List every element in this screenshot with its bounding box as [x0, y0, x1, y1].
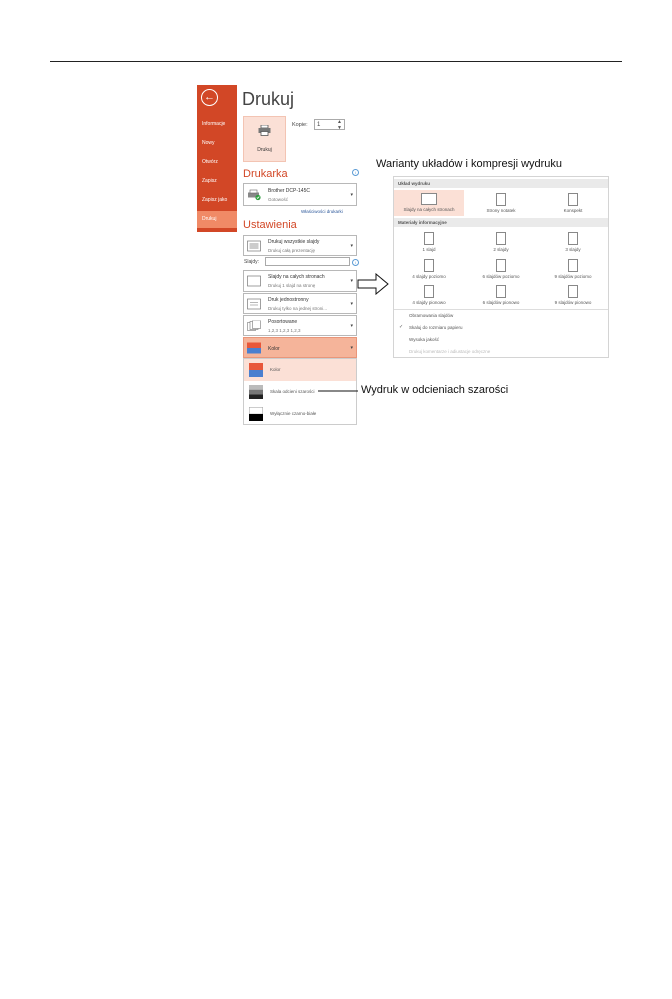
collate-sub: 1,2,3 1,2,3 1,2,3: [268, 328, 301, 333]
black-white-swatch-icon: [249, 407, 263, 421]
sides-main: Druk jednostronny: [268, 297, 309, 303]
chevron-down-icon: ▾: [350, 344, 353, 351]
full-page-slide-icon: [421, 193, 437, 205]
handout-6h-label: 6 slajdów poziomo: [482, 274, 520, 279]
sides-dropdown[interactable]: [243, 293, 357, 314]
menu-item-black-white[interactable]: [244, 403, 356, 425]
handout-4v-icon: [424, 285, 434, 298]
chevron-down-icon: ▾: [350, 242, 353, 249]
print-scope-main: Drukuj wszystkie slajdy: [268, 239, 320, 245]
printer-name: Brother DCP-145C: [268, 188, 310, 194]
layout-notes-pages[interactable]: [466, 193, 536, 213]
handout-6v-label: 6 slajdów pionowo: [482, 300, 520, 305]
handout-2-label: 2 slajdy: [493, 247, 509, 252]
option-high-quality[interactable]: Wysoka jakość: [409, 337, 439, 342]
handout-6h-icon: [496, 259, 506, 272]
chevron-down-icon: ▾: [350, 191, 353, 198]
info-icon[interactable]: i: [352, 169, 359, 176]
handout-9v[interactable]: [538, 285, 608, 305]
print-scope-sub: Drukuj całą prezentację: [268, 248, 316, 253]
option-print-comments: Drukuj komentarze i adiustacje odręczne: [409, 349, 491, 354]
print-button[interactable]: [243, 116, 286, 162]
handout-1[interactable]: [394, 232, 464, 252]
sidebar-item-print[interactable]: Drukuj: [197, 211, 237, 228]
layouts-annotation: Warianty układów i kompresji wydruku: [376, 158, 563, 170]
printer-dropdown[interactable]: [243, 183, 357, 206]
outline-page-icon: [568, 193, 578, 206]
handout-4h-icon: [424, 259, 434, 272]
panel-divider: [394, 309, 608, 310]
color-main: Kolor: [268, 346, 280, 352]
layout-main: Slajdy na całych stronach: [268, 274, 325, 280]
grayscale-callout-line: [318, 389, 358, 393]
handout-3-icon: [568, 232, 578, 245]
sidebar-item-open[interactable]: Otwórz: [202, 159, 218, 165]
grayscale-annotation: Wydruk w odcieniach szarości: [361, 384, 509, 396]
handout-1-icon: [424, 232, 434, 245]
print-layout-panel: [393, 176, 609, 358]
copies-value: 1: [317, 122, 321, 128]
handout-6v-icon: [496, 285, 506, 298]
sidebar-item-save-as[interactable]: Zapisz jako: [202, 197, 228, 203]
checkmark-icon: ✓: [399, 324, 404, 330]
printer-icon: [258, 125, 271, 136]
color-swatch-icon: [247, 342, 261, 353]
layout-sub: Drukuj 1 slajd na stronę: [268, 283, 316, 288]
spinner-arrows-icon[interactable]: ▲ ▼: [337, 119, 342, 131]
slides-stack-icon: [247, 240, 261, 251]
handout-9v-icon: [568, 285, 578, 298]
backstage-sidebar: [197, 85, 237, 232]
handout-2[interactable]: [466, 232, 536, 252]
chevron-down-icon: ▾: [350, 322, 353, 329]
handout-9v-label: 9 slajdów pionowo: [554, 300, 592, 305]
slides-label: Slajdy:: [244, 259, 260, 265]
menu-item-color[interactable]: [244, 359, 356, 381]
option-scale-to-paper[interactable]: Skaluj do rozmiaru papieru: [409, 325, 463, 330]
sidebar-item-save[interactable]: Zapisz: [202, 178, 217, 184]
printer-status: Gotowość: [268, 197, 289, 202]
full-page-slide-icon: [247, 276, 261, 287]
handout-3-label: 3 slajdy: [565, 247, 581, 252]
printer-ready-icon: [247, 189, 261, 200]
chevron-down-icon: ▾: [350, 278, 353, 284]
handout-9h[interactable]: [538, 259, 608, 279]
settings-heading: Ustawienia: [243, 219, 297, 231]
copies-input[interactable]: [314, 119, 345, 130]
menu-item-grayscale-label: Skala odcieni szarości: [270, 389, 315, 394]
option-slide-frames[interactable]: Obramowania slajdów: [409, 313, 454, 318]
collate-dropdown[interactable]: [243, 315, 357, 336]
print-button-label: Drukuj: [257, 147, 272, 153]
color-dropdown[interactable]: [243, 337, 357, 358]
handout-9h-icon: [568, 259, 578, 272]
notes-page-icon: [496, 193, 506, 206]
printer-heading: Drukarka: [243, 168, 288, 180]
layout-full-page[interactable]: [394, 193, 464, 212]
grayscale-swatch-icon: [249, 385, 263, 399]
single-sided-icon: [247, 298, 261, 309]
layout-dropdown[interactable]: [243, 270, 357, 292]
color-swatch-icon: [249, 363, 263, 377]
header-rule: [50, 61, 622, 62]
handout-6h[interactable]: [466, 259, 536, 279]
collated-pages-icon: [247, 320, 261, 331]
back-arrow-icon[interactable]: ←: [201, 89, 218, 106]
layout-full-page-label: Slajdy na całych stronach: [403, 207, 455, 212]
handout-9h-label: 9 slajdów poziomo: [554, 274, 592, 279]
handout-4v-label: 4 slajdy pionowo: [412, 300, 446, 305]
collate-main: Posortowane: [268, 319, 298, 325]
printer-properties-link[interactable]: Właściwości drukarki: [301, 209, 343, 214]
handouts-section: Materiały informacyjne: [394, 218, 608, 227]
sides-sub: Drukuj tylko na jednej stroni...: [268, 306, 328, 311]
slides-input[interactable]: [265, 257, 350, 266]
sidebar-item-new[interactable]: Nowy: [202, 140, 215, 146]
handout-4h[interactable]: [394, 259, 464, 279]
print-scope-dropdown[interactable]: [243, 235, 357, 256]
handout-3[interactable]: [538, 232, 608, 252]
sidebar-item-info[interactable]: Informacje: [202, 121, 226, 127]
chevron-down-icon: ▾: [350, 300, 353, 307]
handout-1-label: 1 slajd: [422, 247, 436, 252]
arrow-right-icon: [357, 273, 389, 295]
handout-4h-label: 4 slajdy poziomo: [412, 274, 446, 279]
layout-notes-pages-label: Strony notatek: [486, 208, 516, 213]
handout-6v[interactable]: [466, 285, 536, 305]
handout-4v[interactable]: [394, 285, 464, 305]
print-layout-section: Układ wydruku: [394, 179, 608, 188]
info-icon[interactable]: i: [352, 259, 359, 266]
copies-label: Kopie:: [292, 122, 308, 128]
layout-outline[interactable]: [538, 193, 608, 213]
page-title: Drukuj: [242, 89, 295, 109]
layout-outline-label: Konspekt: [563, 208, 583, 213]
handout-2-icon: [496, 232, 506, 245]
menu-item-black-white-label: Wyłącznie czarno-białe: [270, 411, 317, 416]
menu-item-color-label: Kolor: [270, 367, 281, 372]
